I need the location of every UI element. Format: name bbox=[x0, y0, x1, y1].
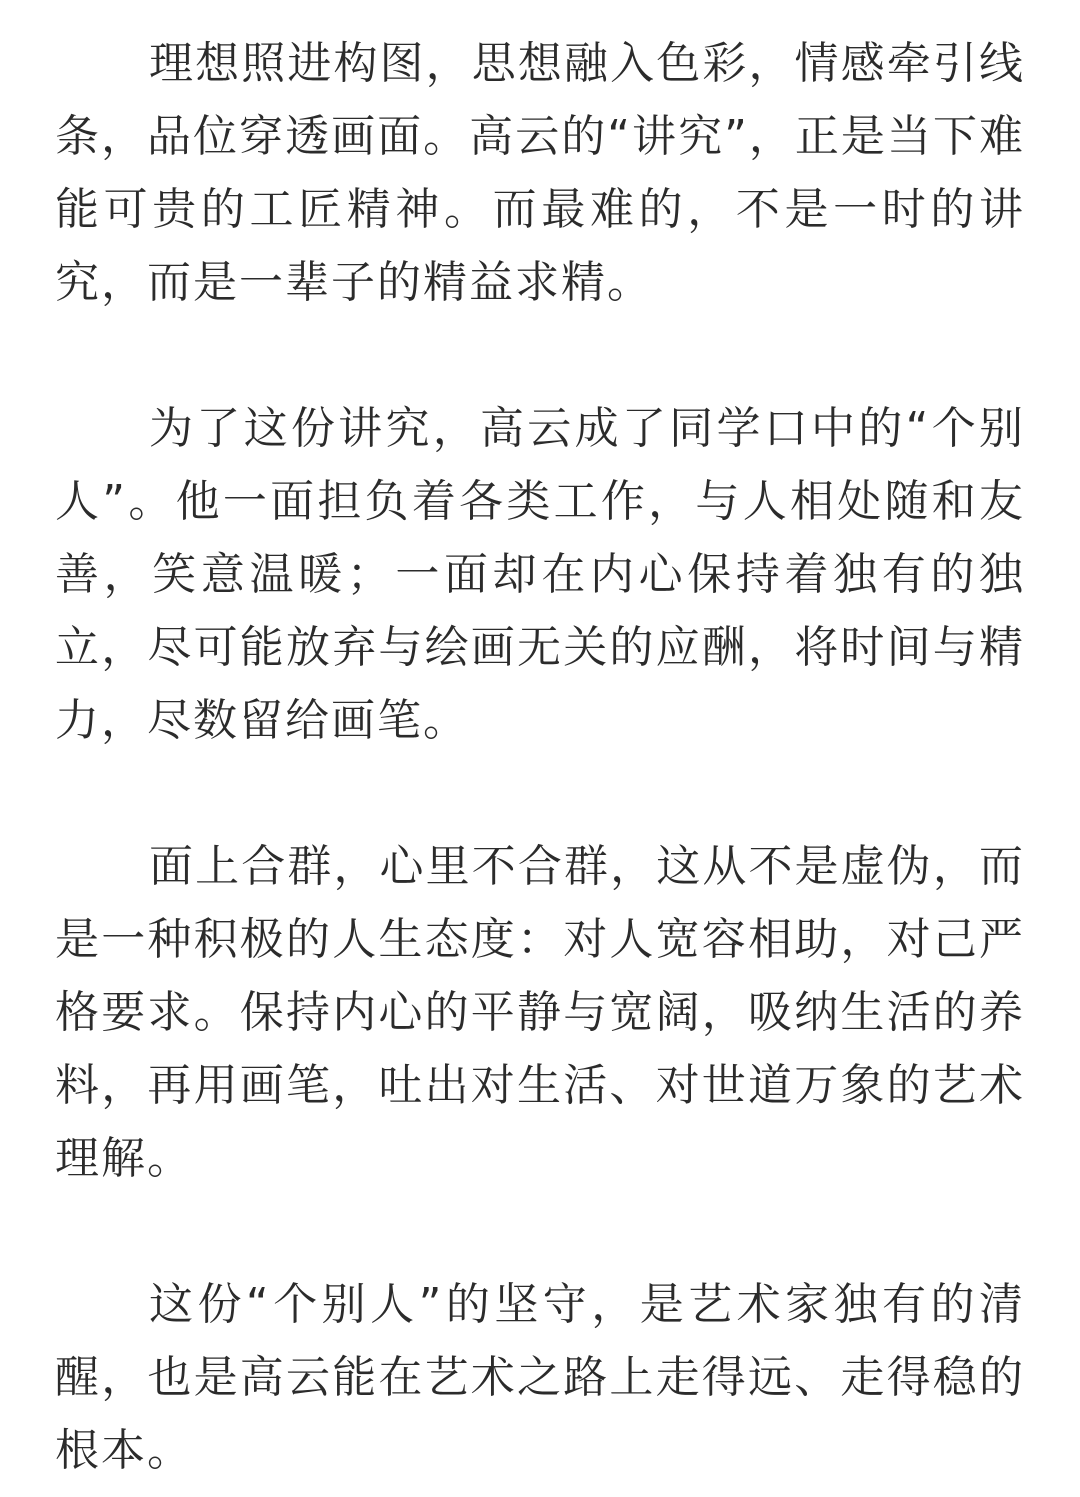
article-paragraph-2: 为了这份讲究，高云成了同学口中的“个别人”。他一面担负着各类工作，与人相处随和友善，笑意温暖；一面却在内心保持着独有的独立，尽可能放弃与绘画无关的应酬，将时间与精力，尽数留给画笔。 bbox=[55, 403, 1025, 746]
article-paragraph-4: 这份“个别人”的坚守，是艺术家独有的清醒，也是高云能在艺术之路上走得远、走得稳的根本。 bbox=[55, 1279, 1025, 1476]
article-paragraph-1: 理想照进构图，思想融入色彩，情感牵引线条，品位穿透画面。高云的“讲究”，正是当下难能可贵的工匠精神。而最难的，不是一时的讲究，而是一辈子的精益求精。 bbox=[55, 38, 1025, 308]
article-paragraph-3: 面上合群，心里不合群，这从不是虚伪，而是一种积极的人生态度：对人宽容相助，对己严格要求。保持内心的平静与宽阔，吸纳生活的养料，再用画笔，吐出对生活、对世道万象的艺术理解。 bbox=[55, 841, 1025, 1184]
article-body bbox=[55, 27, 1025, 1487]
